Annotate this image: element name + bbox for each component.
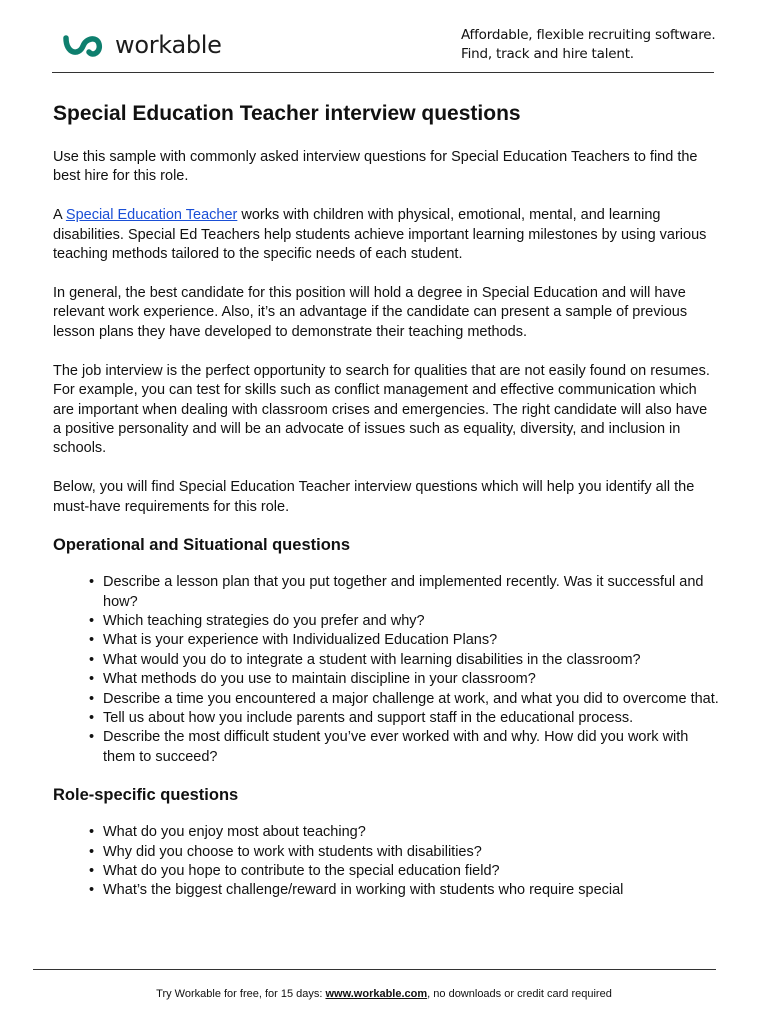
bullet-icon: • bbox=[89, 729, 95, 746]
list-item: • What do you hope to contribute to the special education field? bbox=[103, 862, 719, 881]
list-item: • Tell us about how you include parents and support staff in the educational process. bbox=[103, 709, 719, 728]
list-item: • Which teaching strategies do you prefer and why? bbox=[103, 612, 719, 631]
list-item: • Describe the most difficult student you’ve ever worked with and why. How did you work with them to succeed? bbox=[89, 729, 689, 765]
footer-prefix: Try Workable for free, for 15 days: bbox=[156, 988, 326, 1000]
footer-suffix: , no downloads or credit card required bbox=[427, 988, 612, 1000]
bullet-icon: • bbox=[89, 690, 95, 707]
workable-website-link[interactable]: www.workable.com bbox=[325, 988, 428, 1000]
special-education-teacher-link[interactable]: Special Education Teacher bbox=[65, 207, 238, 224]
candidate-paragraph: In general, the best candidate for this position will hold a degree in Special Education and will have relevant work experience. Also, it’s an advantage if the candidate can present a sample of previous lesson plans they have developed to demonstrate their teaching methods. bbox=[53, 285, 688, 340]
bullet-icon: • bbox=[89, 632, 95, 649]
workable-logo-icon bbox=[63, 30, 109, 60]
header-divider bbox=[52, 72, 714, 73]
tagline-line-2: Find, track and hire talent. bbox=[461, 46, 634, 62]
page-footer bbox=[0, 988, 768, 1000]
bullet-icon: • bbox=[89, 671, 95, 688]
role-specific-questions-list bbox=[53, 823, 719, 901]
bullet-icon: • bbox=[89, 843, 95, 860]
section-heading-operational: Operational and Situational questions bbox=[53, 536, 351, 555]
document-body bbox=[53, 100, 719, 901]
bullet-icon: • bbox=[89, 651, 95, 668]
role-description-paragraph bbox=[53, 206, 719, 264]
workable-logo[interactable] bbox=[63, 30, 222, 60]
operational-questions-list bbox=[53, 573, 719, 767]
page-title: Special Education Teacher interview questions bbox=[53, 102, 521, 125]
tagline-line-1: Affordable, flexible recruiting software. bbox=[461, 27, 716, 43]
brand-name: workable bbox=[115, 31, 222, 59]
footer-divider bbox=[33, 969, 716, 970]
list-item: • Describe a time you encountered a major challenge at work, and what you did to overcome that. bbox=[103, 690, 719, 709]
interview-paragraph: The job interview is the perfect opportunity to search for qualities that are not easily found on resumes. For example, you can test for skills such as conflict management and effective communication which are important when dealing with classroom crises and emergencies. The right candidate will also have a positive personality and will be an advocate of issues such as equality, diversity, and inclusion in schools. bbox=[53, 362, 710, 457]
list-item: • Describe a lesson plan that you put together and implemented recently. Was it successful and how? bbox=[89, 574, 704, 610]
page-header bbox=[0, 0, 768, 73]
bullet-icon: • bbox=[89, 709, 95, 726]
bullet-icon: • bbox=[89, 612, 95, 629]
list-item: • What methods do you use to maintain discipline in your classroom? bbox=[103, 670, 719, 689]
intro-paragraph: Use this sample with commonly asked interview questions for Special Education Teachers to find the best hire for this role. bbox=[53, 149, 698, 185]
list-item: • What do you enjoy most about teaching? bbox=[103, 823, 719, 842]
list-item: • What’s the biggest challenge/reward in working with students who require special bbox=[103, 881, 719, 900]
header-tagline bbox=[461, 26, 715, 64]
bullet-icon: • bbox=[89, 574, 95, 591]
role-description-text: works with children with physical, emotional, mental, and learning disabilities. Special Ed Teachers help students achieve important learning milestones by using various teaching methods tailored to the specific needs of each student. bbox=[53, 207, 707, 263]
list-item: • What is your experience with Individualized Education Plans? bbox=[103, 631, 719, 650]
list-item: • Why did you choose to work with students with disabilities? bbox=[103, 843, 719, 862]
list-item: • What would you do to integrate a student with learning disabilities in the classroom? bbox=[103, 651, 719, 670]
role-description-prefix: A bbox=[53, 207, 66, 224]
below-paragraph: Below, you will find Special Education Teacher interview questions which will help you identify all the must-have requirements for this role. bbox=[53, 479, 695, 515]
bullet-icon: • bbox=[89, 824, 95, 841]
section-heading-role-specific: Role-specific questions bbox=[53, 786, 239, 805]
bullet-icon: • bbox=[89, 882, 95, 899]
bullet-icon: • bbox=[89, 862, 95, 879]
